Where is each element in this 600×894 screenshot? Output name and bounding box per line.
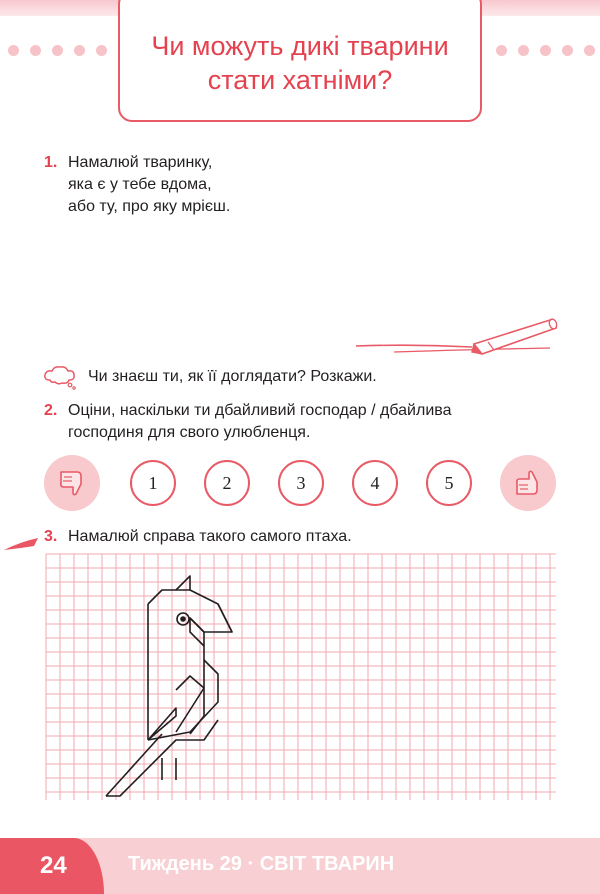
- task-1-text: Намалюй тваринку, яка є у тебе вдома, або ту, про яку мрієш.: [68, 154, 231, 215]
- page-number-tab: [0, 838, 104, 894]
- rating-option-4[interactable]: 4: [352, 460, 398, 506]
- task-3-number: 3.: [44, 528, 58, 545]
- rating-option-1[interactable]: 1: [130, 460, 176, 506]
- pencil-icon: [354, 314, 564, 356]
- page-number: 24: [40, 852, 67, 879]
- footer-title: Тиждень 29 · СВІТ ТВАРИН: [128, 853, 395, 875]
- drawing-grid[interactable]: [44, 552, 556, 805]
- rating-option-3[interactable]: 3: [278, 460, 324, 506]
- grid-with-bird: [44, 552, 556, 800]
- bird-drawing: [106, 576, 232, 796]
- task-2-number: 2.: [44, 402, 58, 419]
- rating-option-5[interactable]: 5: [426, 460, 472, 506]
- task-3-text: Намалюй справа такого самого птаха.: [68, 528, 352, 545]
- thumbs-up-icon[interactable]: [500, 455, 556, 511]
- question-text: Чи знаєш ти, як її доглядати? Розкажи.: [88, 368, 377, 385]
- rating-option-2[interactable]: 2: [204, 460, 250, 506]
- page-title: Чи можуть дикі тварини стати хатніми?: [151, 31, 449, 95]
- thumbs-down-icon[interactable]: [44, 455, 100, 511]
- arrow-marker-icon: [2, 536, 42, 556]
- task-2-text: Оціни, наскільки ти дбайливий господар / дбайлива господиня для свого улюбленця.: [68, 402, 452, 441]
- speech-cloud-icon: [42, 364, 78, 390]
- task-1-number: 1.: [44, 154, 58, 171]
- title-card: [118, 0, 482, 122]
